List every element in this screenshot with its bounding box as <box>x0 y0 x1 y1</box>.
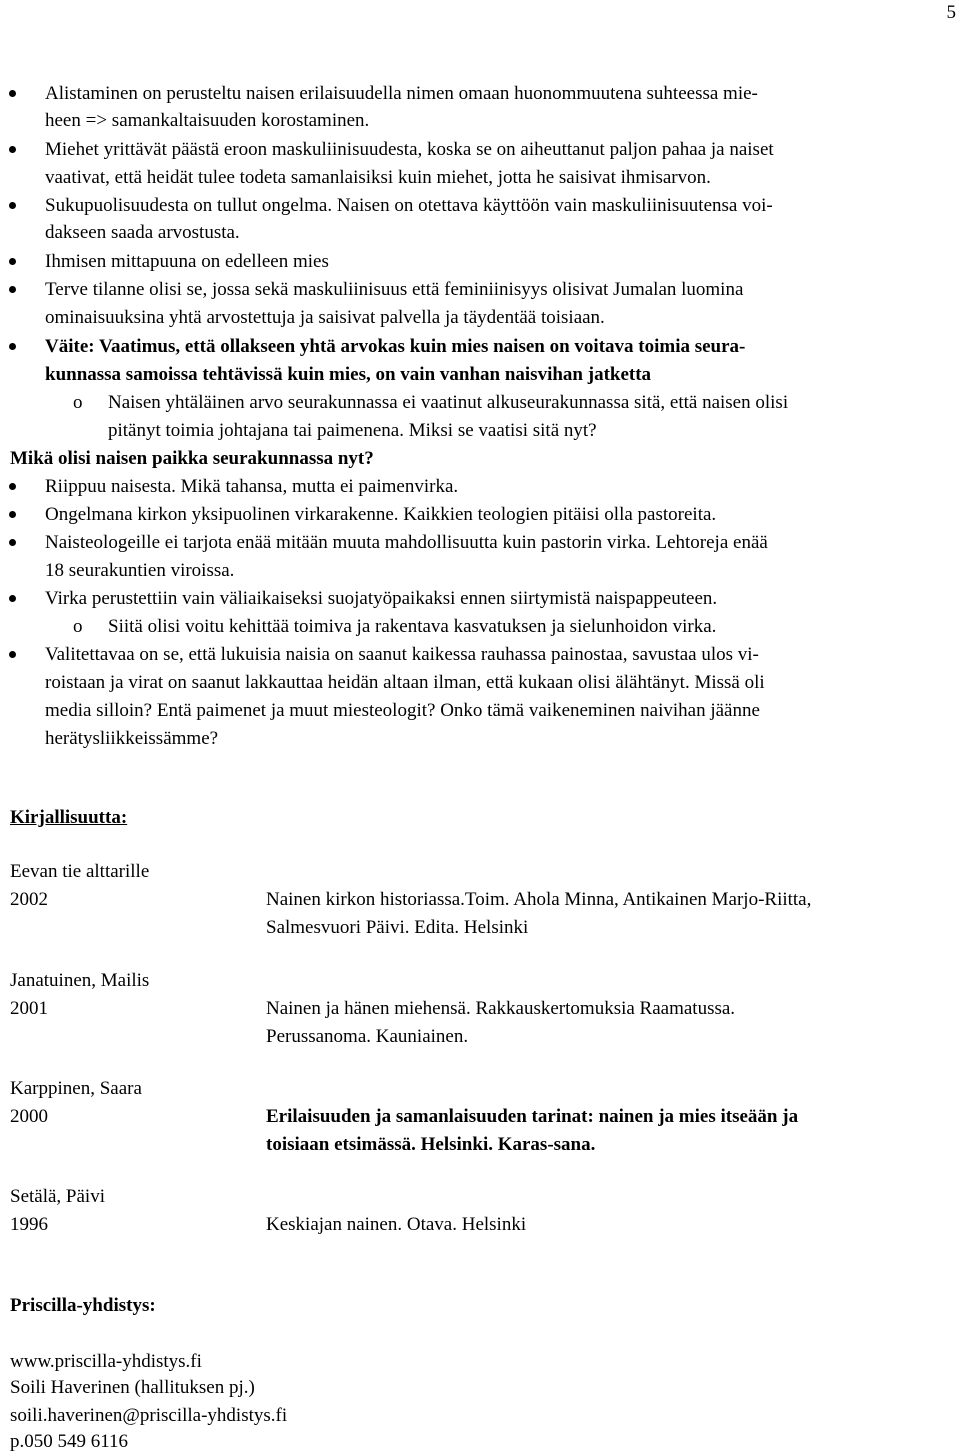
bullet-text: media silloin? Entä paimenet ja muut miesteologit? Onko tämä vaikeneminen naivihan jäänne <box>45 700 760 721</box>
bullet-icon <box>9 90 16 97</box>
bullet-text: Virka perustettiin vain väliaikaiseksi suojatyöpaikaksi ennen siirtymistä naispappeuteen. <box>45 588 718 609</box>
sub-bullet-icon: o <box>73 616 83 637</box>
sub-bullet-text: Naisen yhtäläinen arvo seurakunnassa ei vaatinut alkuseurakunnassa sitä, että naisen olisi <box>108 392 789 413</box>
bullet-text: Ongelmana kirkon yksipuolinen virkarakenne. Kaikkien teologien pitäisi olla pastoreita. <box>45 504 717 525</box>
literature-year: 2002 <box>10 889 48 910</box>
bullet-icon <box>9 651 16 658</box>
bullet-text: vaativat, että heidät tulee todeta samanlaisiksi kuin miehet, jotta he saisivat ihmisarvon. <box>45 167 711 188</box>
literature-author: Karppinen, Saara <box>10 1078 142 1099</box>
literature-title: Keskiajan nainen. Otava. Helsinki <box>266 1214 527 1235</box>
bullet-icon <box>9 258 16 265</box>
bullet-icon <box>9 539 16 546</box>
bullet-text: ominaisuuksina yhtä arvostettuja ja saisivat palvella ja täydentää toisiaan. <box>45 307 605 328</box>
bullet-text: dakseen saada arvostusta. <box>45 222 240 243</box>
bullet-text: Alistaminen on perusteltu naisen erilaisuudella nimen omaan huonommuutena suhteessa mie- <box>45 83 758 104</box>
bullet-icon <box>9 483 16 490</box>
bullet-text: Valitettavaa on se, että lukuisia naisia on saanut kaikessa rauhassa painostaa, savustaa ulos vi- <box>45 644 759 665</box>
bullet-text: herätysliikkeissämme? <box>45 728 219 749</box>
literature-title: Perussanoma. Kauniainen. <box>266 1026 469 1047</box>
bullet-text: heen => samankaltaisuuden korostaminen. <box>45 110 370 131</box>
bullet-text: Terve tilanne olisi se, jossa sekä maskuliinisuus että feminiinisyys olisivat Jumalan luomina <box>45 279 744 300</box>
bullet-icon <box>9 511 16 518</box>
literature-heading: Kirjallisuutta: <box>10 807 128 828</box>
literature-author: Setälä, Päivi <box>10 1186 105 1207</box>
bullet-icon <box>9 146 16 153</box>
literature-title: Erilaisuuden ja samanlaisuuden tarinat: nainen ja mies itseään ja <box>266 1106 799 1127</box>
sub-bullet-text: pitänyt toimia johtajana tai paimenena. Miksi se vaatisi sitä nyt? <box>108 420 597 441</box>
literature-author: Eevan tie alttarille <box>10 861 150 882</box>
contact-website-link[interactable]: www.priscilla-yhdistys.fi <box>10 1351 202 1372</box>
bullet-icon <box>9 343 16 350</box>
bullet-text: Miehet yrittävät päästä eroon maskuliinisuudesta, koska se on aiheuttanut paljon pahaa ja naiset <box>45 139 774 160</box>
literature-year: 1996 <box>10 1214 48 1235</box>
bullet-text: roistaan ja virat on saanut lakkauttaa heidän altaan ilman, että kukaan olisi älähtänyt. Missä oli <box>45 672 765 693</box>
literature-title: Nainen ja hänen miehensä. Rakkauskertomuksia Raamatussa. <box>266 998 736 1019</box>
literature-title: Nainen kirkon historiassa.Toim. Ahola Minna, Antikainen Marjo-Riitta, <box>266 889 812 910</box>
bullet-text: Riippuu naisesta. Mikä tahansa, mutta ei paimenvirka. <box>45 476 459 497</box>
bullet-text: Sukupuolisuudesta on tullut ongelma. Naisen on otettava käyttöön vain maskuliinisuutensa voi- <box>45 195 773 216</box>
sub-bullet-icon: o <box>73 392 83 413</box>
bullet-text: Ihmisen mittapuuna on edelleen mies <box>45 251 329 272</box>
question-heading: Mikä olisi naisen paikka seurakunnassa nyt? <box>10 448 374 469</box>
contact-phone: p.050 549 6116 <box>10 1431 129 1452</box>
contact-email-link[interactable]: soili.haverinen@priscilla-yhdistys.fi <box>10 1405 288 1426</box>
literature-title: Salmesvuori Päivi. Edita. Helsinki <box>266 917 529 938</box>
claim-text: kunnassa samoissa tehtävissä kuin mies, on vain vanhan naisvihan jatketta <box>45 364 652 385</box>
bullet-icon <box>9 202 16 209</box>
bullet-icon <box>9 595 16 602</box>
literature-title: toisiaan etsimässä. Helsinki. Karas-sana. <box>266 1134 596 1155</box>
bullet-text: Naisteologeille ei tarjota enää mitään muuta mahdollisuutta kuin pastorin virka. Lehtoreja enää <box>45 532 768 553</box>
literature-year: 2000 <box>10 1106 48 1127</box>
literature-year: 2001 <box>10 998 48 1019</box>
page-number: 5 <box>946 2 956 23</box>
claim-text: Väite: Vaatimus, että ollakseen yhtä arvokas kuin mies naisen on voitava toimia seura- <box>45 336 746 357</box>
sub-bullet-text: Siitä olisi voitu kehittää toimiva ja rakentava kasvatuksen ja sielunhoidon virka. <box>108 616 717 637</box>
bullet-text: 18 seurakuntien viroissa. <box>45 560 235 581</box>
bullet-icon <box>9 286 16 293</box>
contact-person: Soili Haverinen (hallituksen pj.) <box>10 1377 255 1398</box>
contact-heading: Priscilla-yhdistys: <box>10 1295 156 1316</box>
literature-author: Janatuinen, Mailis <box>10 970 150 991</box>
